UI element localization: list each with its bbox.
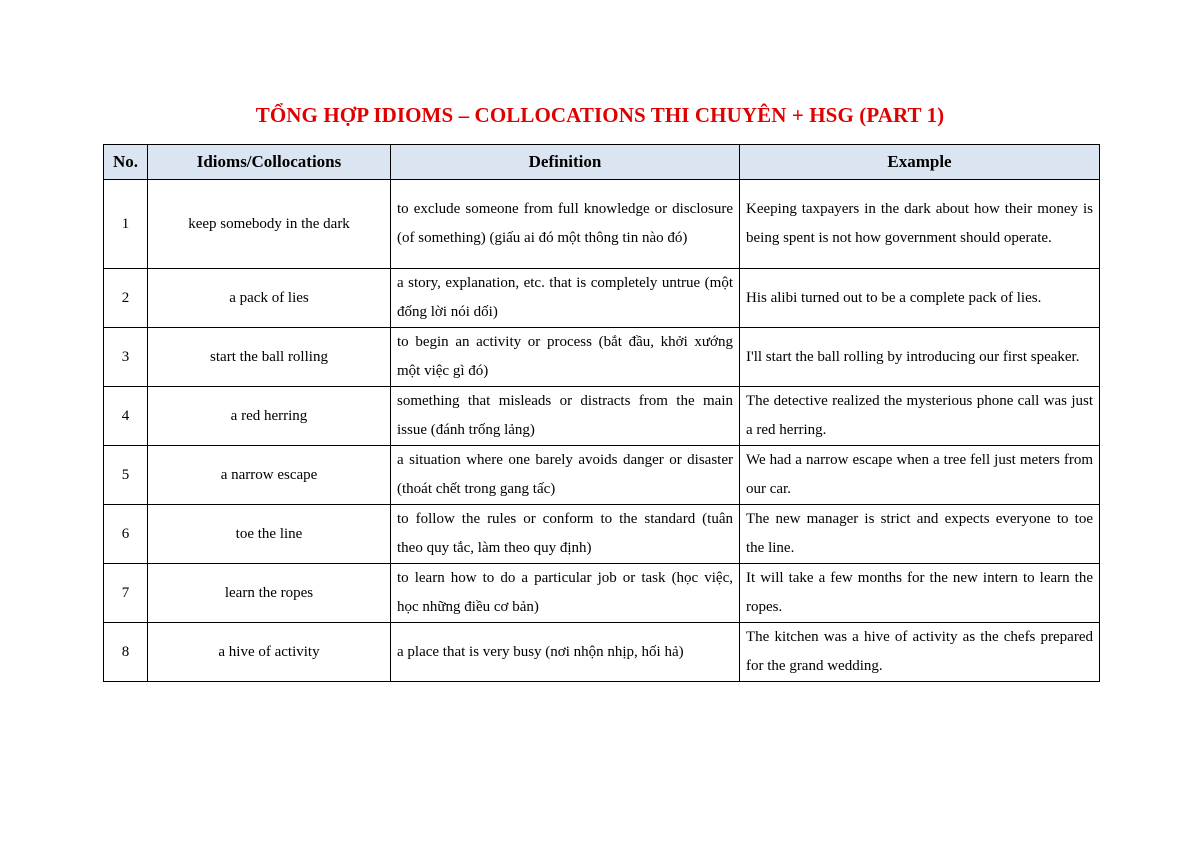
example-cell: The kitchen was a hive of activity as the chefs prepared for the grand wedding. [740,623,1100,682]
idiom-cell: a red herring [148,387,391,446]
definition-cell: to exclude someone from full knowledge or disclosure (of something) (giấu ai đó một thông tin nào đó) [391,180,740,269]
table-row [104,387,1100,446]
row-number: 1 [104,180,148,269]
header-definition: Definition [391,145,740,180]
table-header-row [104,145,1100,180]
example-cell: I'll start the ball rolling by introducing our first speaker. [740,328,1100,387]
definition-cell: a place that is very busy (nơi nhộn nhịp, hối hả) [391,623,740,682]
row-number: 5 [104,446,148,505]
definition-cell: a story, explanation, etc. that is completely untrue (một đống lời nói dối) [391,269,740,328]
idiom-cell: a hive of activity [148,623,391,682]
row-number: 6 [104,505,148,564]
row-number: 7 [104,564,148,623]
document-title: TỔNG HỢP IDIOMS – COLLOCATIONS THI CHUYÊN + HSG (PART 1) [255,103,945,127]
idiom-cell: keep somebody in the dark [148,180,391,269]
definition-cell: a situation where one barely avoids danger or disaster (thoát chết trong gang tấc) [391,446,740,505]
idiom-cell: a narrow escape [148,446,391,505]
row-number: 3 [104,328,148,387]
row-number: 4 [104,387,148,446]
table-row [104,564,1100,623]
table-row [104,446,1100,505]
example-cell: Keeping taxpayers in the dark about how their money is being spent is not how government should operate. [740,180,1100,269]
table-row [104,328,1100,387]
table-row [104,623,1100,682]
row-number: 2 [104,269,148,328]
idiom-cell: a pack of lies [148,269,391,328]
header-no: No. [104,145,148,180]
example-cell: The new manager is strict and expects everyone to toe the line. [740,505,1100,564]
definition-cell: something that misleads or distracts from the main issue (đánh trống lảng) [391,387,740,446]
table-row [104,269,1100,328]
example-cell: It will take a few months for the new intern to learn the ropes. [740,564,1100,623]
example-cell: His alibi turned out to be a complete pack of lies. [740,269,1100,328]
idiom-cell: learn the ropes [148,564,391,623]
example-cell: The detective realized the mysterious phone call was just a red herring. [740,387,1100,446]
definition-cell: to follow the rules or conform to the standard (tuân theo quy tắc, làm theo quy định) [391,505,740,564]
example-cell: We had a narrow escape when a tree fell just meters from our car. [740,446,1100,505]
definition-cell: to begin an activity or process (bắt đầu, khởi xướng một việc gì đó) [391,328,740,387]
table-row [104,180,1100,269]
header-idiom: Idioms/Collocations [148,145,391,180]
table-row [104,505,1100,564]
idiom-cell: toe the line [148,505,391,564]
header-example: Example [740,145,1100,180]
idioms-table [103,144,1100,682]
row-number: 8 [104,623,148,682]
idiom-cell: start the ball rolling [148,328,391,387]
definition-cell: to learn how to do a particular job or task (học việc, học những điều cơ bản) [391,564,740,623]
